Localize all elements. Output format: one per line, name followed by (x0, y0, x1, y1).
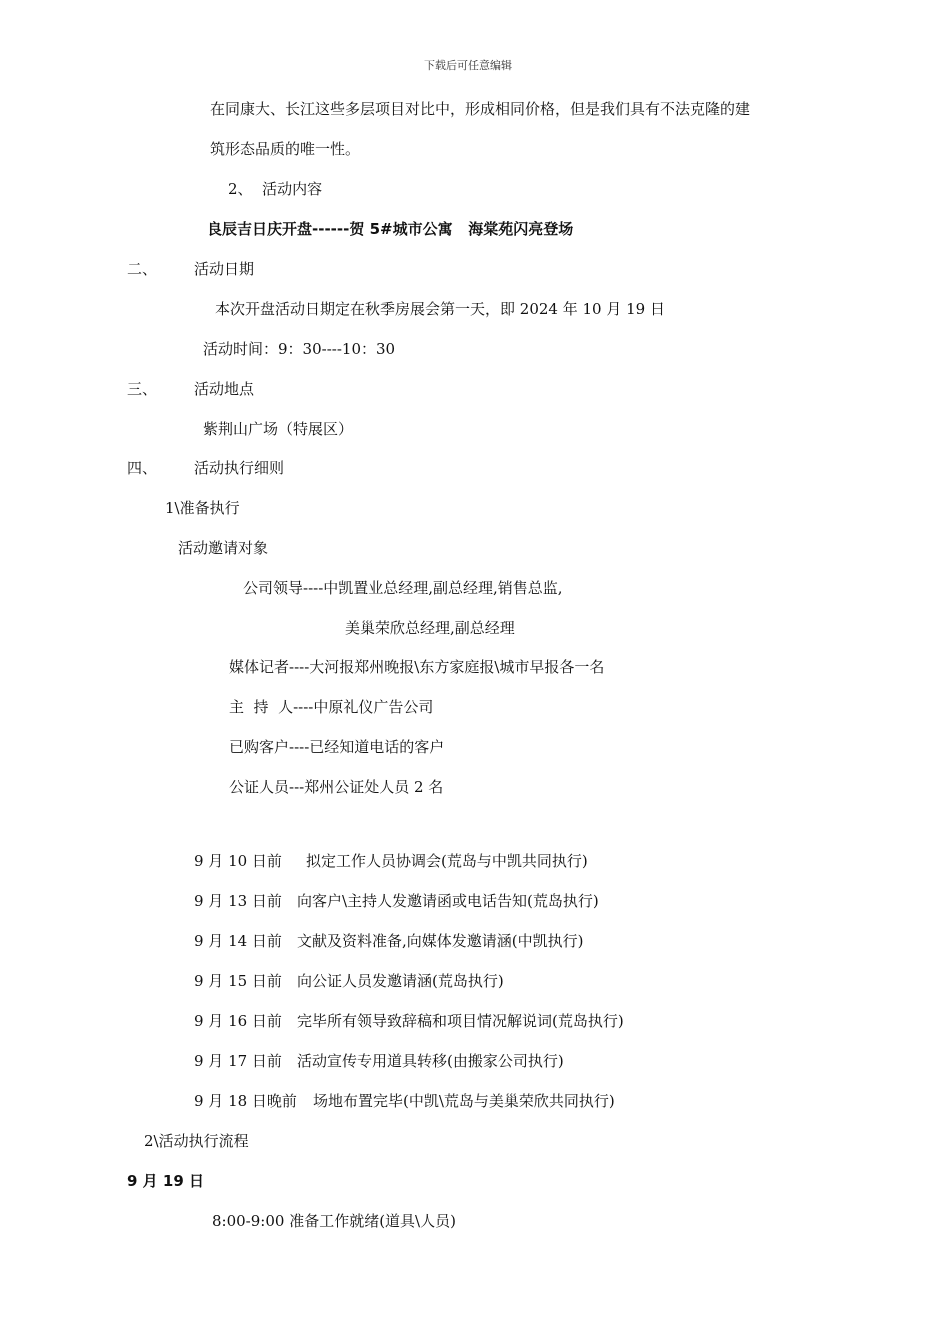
schedule-task: 场地布置完毕(中凯\荒岛与美巢荣欣共同执行) (313, 1092, 615, 1110)
schedule-task: 活动宣传专用道具转移(由搬家公司执行) (297, 1052, 564, 1070)
schedule-task: 文献及资料准备,向媒体发邀请涵(中凯执行) (297, 932, 584, 950)
flow-date: 9 月 19 日 (127, 1172, 204, 1190)
section-4-title: 活动执行细则 (194, 459, 285, 477)
schedule-task: 拟定工作人员协调会(荒岛与中凯共同执行) (306, 852, 588, 870)
activity-date-line: 本次开盘活动日期定在秋季房展会第一天，即 2024 年 10 月 19 日 (215, 300, 665, 318)
invitee-line: 公证人员---郑州公证处人员 2 名 (229, 778, 444, 796)
flow-step: 8:00-9:00 准备工作就绪(道具\人员) (212, 1212, 456, 1230)
invitee-line: 美巢荣欣总经理,副总经理 (345, 619, 515, 637)
intro-line-1: 在同康大、长江这些多层项目对比中，形成相同价格，但是我们具有不法克隆的建 (210, 100, 751, 118)
schedule-task: 完毕所有领导致辞稿和项目情况解说词(荒岛执行) (297, 1012, 624, 1030)
schedule-date: 9 月 14 日前 (194, 932, 282, 950)
schedule-date: 9 月 17 日前 (194, 1052, 282, 1070)
invitee-line: 主 持 人----中原礼仪广告公司 (229, 698, 434, 716)
prep-title: 1\准备执行 (165, 499, 240, 517)
schedule-date: 9 月 15 日前 (194, 972, 282, 990)
activity-time-line: 活动时间：9：30----10：30 (203, 340, 396, 358)
invite-title: 活动邀请对象 (178, 539, 269, 557)
schedule-date: 9 月 18 日晚前 (194, 1092, 297, 1110)
activity-title: 良辰吉日庆开盘------贺 5#城市公寓 海棠苑闪亮登场 (207, 220, 574, 238)
activity-content-heading: 2、 活动内容 (228, 180, 323, 198)
section-4-number: 四、 (127, 459, 158, 477)
section-3-title: 活动地点 (194, 380, 255, 398)
schedule-task: 向客户\主持人发邀请函或电话告知(荒岛执行) (297, 892, 599, 910)
schedule-date: 9 月 16 日前 (194, 1012, 282, 1030)
schedule-date: 9 月 10 日前 (194, 852, 282, 870)
invitee-line: 公司领导----中凯置业总经理,副总经理,销售总监, (243, 579, 563, 597)
invitee-line: 已购客户----已经知道电话的客户 (229, 738, 445, 756)
page-header: 下载后可任意编辑 (424, 59, 512, 72)
schedule-task: 向公证人员发邀请涵(荒岛执行) (297, 972, 504, 990)
section-2-title: 活动日期 (194, 260, 255, 278)
invitee-line: 媒体记者----大河报郑州晚报\东方家庭报\城市早报各一名 (229, 658, 605, 676)
intro-line-2: 筑形态品质的唯一性。 (210, 140, 361, 158)
schedule-date: 9 月 13 日前 (194, 892, 282, 910)
activity-location: 紫荆山广场（特展区） (203, 420, 354, 438)
section-2-number: 二、 (127, 260, 158, 278)
flow-title: 2\活动执行流程 (144, 1132, 249, 1150)
section-3-number: 三、 (127, 380, 158, 398)
